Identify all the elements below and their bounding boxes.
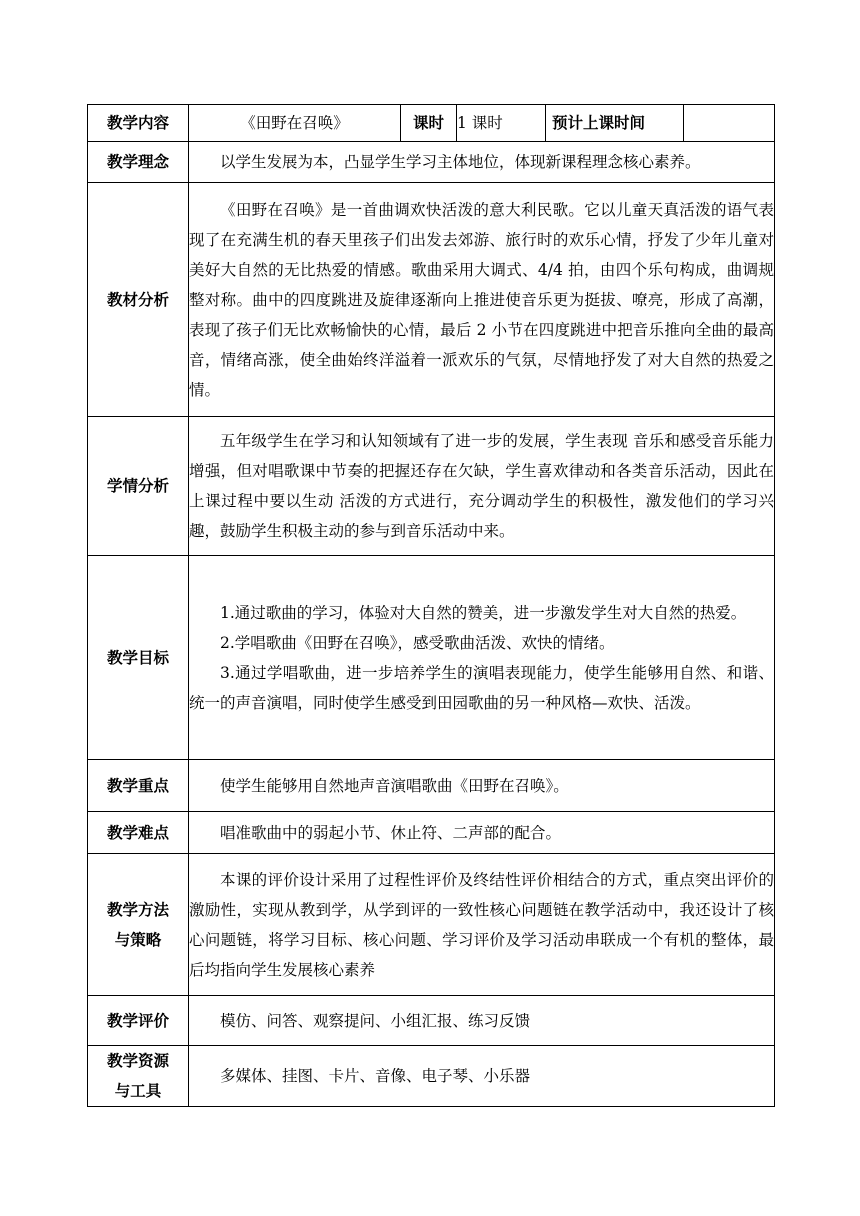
objectives-label: 教学目标	[88, 556, 189, 760]
header-row	[88, 105, 775, 142]
difficulties-text: 唱准歌曲中的弱起小节、休止符、二声部的配合。	[220, 823, 562, 842]
methods-row	[88, 854, 775, 996]
period-label: 课时	[401, 105, 457, 142]
philosophy-text: 以学生发展为本，凸显学生学习主体地位，体现新课程理念核心素养。	[220, 153, 701, 171]
resources-label-line2: 与工具	[114, 1082, 162, 1100]
methods-label-line1: 教学方法	[106, 900, 169, 919]
resources-row	[88, 1046, 775, 1107]
learners-text: 五年级学生在学习和认知领域有了进一步的发展，学生表现 音乐和感受音乐能力增强，但对唱歌课中节奏的把握还存在欠缺，学生喜欢律动和各类音乐活动，因此在上课过程中要以生动 活泼的方式进行，充分调动学生的积极性，激发他们的学习兴趣，鼓励学生积极主动的参与到音乐活动中来。	[189, 432, 774, 540]
methods-label-line2: 与策略	[114, 930, 162, 949]
content-label: 教学内容	[88, 105, 189, 142]
schedule-label: 预计上课时间	[546, 105, 684, 142]
difficulties-label: 教学难点	[88, 812, 189, 854]
learners-label: 学情分析	[88, 417, 189, 556]
evaluation-label: 教学评价	[88, 996, 189, 1046]
resources-label	[88, 1046, 189, 1107]
material-label: 教材分析	[88, 183, 189, 417]
key-points-text: 使学生能够用自然地声音演唱歌曲《田野在召唤》。	[220, 776, 569, 795]
key-points-label: 教学重点	[88, 760, 189, 812]
material-row	[88, 183, 775, 417]
objective-item-2: 2.学唱歌曲《田野在召唤》，感受歌曲活泼、欢快的情绪。	[220, 633, 615, 652]
philosophy-row	[88, 142, 775, 183]
objectives-row	[88, 556, 775, 760]
key-points-row	[88, 760, 775, 812]
resources-text: 多媒体、挂图、卡片、音像、电子琴、小乐器	[220, 1067, 531, 1085]
methods-text: 本课的评价设计采用了过程性评价及终结性评价相结合的方式，重点突出评价的激励性，实现从教到学，从学到评的一致性核心问题链在教学活动中，我还设计了核心问题链，将学习目标、核心问题、学习评价及学习活动串联成一个有机的整体，最后均指向学生发展核心素养	[189, 870, 774, 979]
lesson-plan-table	[87, 104, 775, 1107]
philosophy-label: 教学理念	[88, 142, 189, 183]
resources-label-line1: 教学资源	[106, 1052, 169, 1070]
objective-item-1: 1.通过歌曲的学习，体验对大自然的赞美，进一步激发学生对大自然的热爱。	[220, 603, 747, 622]
period-value: 1 课时	[457, 105, 546, 142]
schedule-value	[684, 105, 775, 142]
methods-label	[88, 854, 189, 996]
difficulties-row	[88, 812, 775, 854]
material-text: 《田野在召唤》是一首曲调欢快活泼的意大利民歌。它以儿童天真活泼的语气表现了在充满生机的春天里孩子们出发去郊游、旅行时的欢乐心情，抒发了少年儿童对美好大自然的无比热爱的情感。歌曲采用大调式、4/4 拍，由四个乐句构成，曲调规整对称。曲中的四度跳进及旋律逐渐向上推进使音乐更为挺拔、嘹亮，形成了高潮，表现了孩子们无比欢畅愉快的心情，最后 2 小节在四度跳进中把音乐推向全曲的最高音，情绪高涨，使全曲始终洋溢着一派欢乐的气氛，尽情地抒发了对大自然的热爱之情。	[189, 200, 774, 399]
evaluation-row	[88, 996, 775, 1046]
learners-row	[88, 417, 775, 556]
content-value: 《田野在召唤》	[189, 105, 401, 142]
evaluation-text: 模仿、问答、观察提问、小组汇报、练习反馈	[220, 1011, 531, 1030]
objective-item-3: 3.通过学唱歌曲，进一步培养学生的演唱表现能力，使学生能够用自然、和谐、统一的声音演唱，同时使学生感受到田园歌曲的另一种风格—欢快、活泼。	[189, 663, 774, 712]
